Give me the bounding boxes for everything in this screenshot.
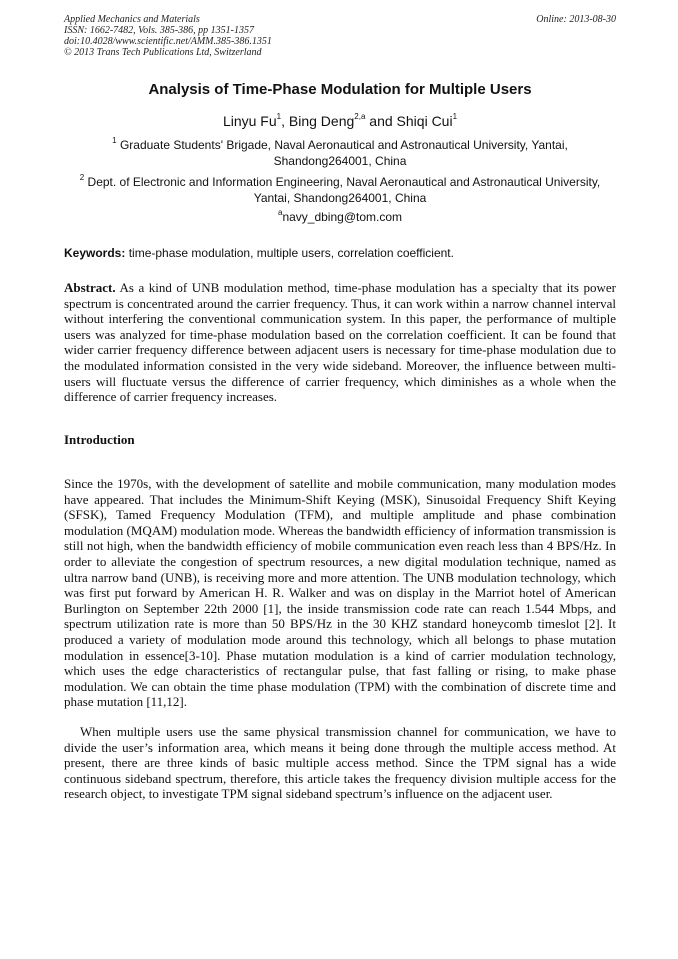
- author-sup: 1: [452, 112, 458, 122]
- author-email: [64, 209, 616, 225]
- author-name: Shiqi Cui: [396, 113, 453, 129]
- abstract-label: Abstract.: [64, 280, 116, 295]
- journal-name: Applied Mechanics and Materials: [64, 14, 200, 25]
- abstract: [64, 280, 616, 405]
- keywords-text: time-phase modulation, multiple users, correlation coefficient.: [128, 246, 454, 260]
- author-name: Bing Deng: [288, 113, 355, 129]
- intro-paragraph-1: [64, 476, 616, 710]
- email-sup: a: [277, 208, 283, 217]
- affiliation-1: [64, 137, 616, 169]
- paper-title: Analysis of Time-Phase Modulation for Multiple Users: [148, 81, 532, 98]
- affiliation-2: [64, 174, 616, 206]
- journal-header: [64, 14, 616, 58]
- abstract-text: As a kind of UNB modulation method, time-phase modulation has a specialty that its power spectrum is concentrated around the carrier frequency. Thus, it can work within a narrow channel interval without interfering the conventional communication system. In this paper, the performance of multiple users was analyzed for time-phase modulation based on the correlation coefficient. It can be found that wider carrier frequency difference between adjacent users is necessary for time-phase modulation due to the modulated information consisted in the very wide sideband. Moreover, the influence between multi-users will fluctuate versus the difference of carrier frequency, which diminishes as a whole when the difference of carrier frequency increases.: [64, 280, 616, 405]
- doi-line: doi:10.4028/www.scientific.net/AMM.385-386.1351: [64, 36, 272, 47]
- affiliation-sup: 2: [79, 173, 85, 182]
- author-sep: and: [365, 113, 397, 129]
- intro-paragraph-2: [64, 724, 616, 802]
- affiliation-text: Graduate Students' Brigade, Naval Aeronautical and Astronautical University, Yantai, Shandong264001, China: [119, 138, 568, 168]
- paragraph-text: Since the 1970s, with the development of satellite and mobile communication, many modulation modes have appeared. That includes the Minimum-Shift Keying (MSK), Sinusoidal Frequency Shift Keying (SFSK), Tamed Frequency Modulation (TFM), and multiple amplitude and phase combination modulation (MQAM) modulation mode. Whereas the bandwidth efficiency of information transmission is still not high, when the bandwidth efficiency of mobile communication even reach less than 4 BPS/Hz. In order to alleviate the congestion of spectrum resources, a new digital modulation technique, named as ultra narrow band (UNB), is receiving more and more attention. The UNB modulation technology, which was first put forward by American H. R. Walker and was on display in the Marriot hotel of American Burlington on September 22th 2000 [1], the inside transmission code rate can reach 1.544 Mbps, and spectrum utilization rate is more than 50 BPS/Hz in the 30 KHZ standard honeycomb timeslot [2]. It produced a variety of modulation mode around this technology, which all belongs to phase mutation modulation in essence[3-10]. Phase mutation modulation is a kind of carrier modulation technology, which uses the edge characteristics of rectangular pulse, that fast falling or rising, to make phase modulation. We can obtain the time phase modulation (TPM) with the combination of discrete time and phase mutation [11,12].: [64, 476, 616, 710]
- keywords-label: Keywords:: [64, 246, 126, 260]
- affiliation-sup: 1: [112, 136, 117, 145]
- issn-line: ISSN: 1662-7482, Vols. 385-386, pp 1351-1357: [64, 25, 254, 36]
- author-sup: 2,a: [354, 112, 366, 122]
- author-name: Linyu Fu: [222, 113, 277, 129]
- online-date: Online: 2013-08-30: [536, 14, 616, 25]
- author-sep: ,: [281, 113, 289, 129]
- keywords: [64, 246, 616, 260]
- affiliation-text: Dept. of Electronic and Information Engineering, Naval Aeronautical and Astronautical University, Yantai, Shandong264001, China: [87, 175, 601, 205]
- copyright-line: © 2013 Trans Tech Publications Ltd, Switzerland: [64, 47, 262, 58]
- email-text: navy_dbing@tom.com: [282, 210, 403, 224]
- author-list: [64, 113, 616, 129]
- author-sup: 1: [276, 112, 282, 122]
- paragraph-text: When multiple users use the same physical transmission channel for communication, we have to divide the user’s information area, which means it being done through the multiple access method. At present, there are three kinds of basic multiple access method. Since the TPM signal has a wide continuous sideband spectrum, therefore, this article takes the frequency division multiple access for the research object, to investigate TPM signal sideband spectrum’s influence on the adjacent user.: [64, 724, 616, 802]
- section-heading-introduction: Introduction: [64, 432, 135, 447]
